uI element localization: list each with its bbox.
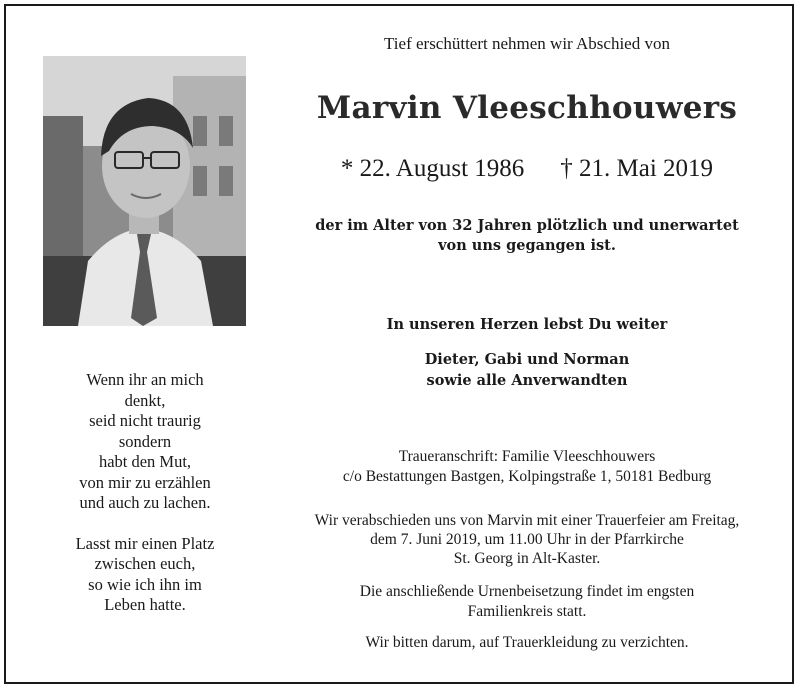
urn-line: Die anschließende Urnenbeisetzung findet im engsten (359, 583, 695, 600)
age-line: von uns gegangen ist. (438, 237, 616, 254)
poem-line: von mir zu erzählen (79, 472, 211, 492)
poem-line: Lasst mir einen Platz (75, 533, 215, 553)
birth-date: * 22. August 1986 (340, 155, 525, 182)
age-statement (262, 216, 792, 256)
poem-line: Wenn ihr an mich (86, 370, 204, 389)
poem-line: und auch zu lachen. (79, 493, 211, 512)
mourners (262, 349, 792, 391)
service-line: St. Georg in Alt-Kaster. (453, 550, 601, 567)
mourners-line: sowie alle Anverwandten (426, 372, 628, 389)
age-line: der im Alter von 32 Jahren plötzlich und unerwartet (315, 217, 739, 234)
life-dates (262, 155, 792, 183)
service-line: dem 7. Juni 2019, um 11.00 Uhr in der Pfarrkirche (370, 531, 684, 548)
funeral-service (262, 511, 792, 568)
deceased-name: Marvin Vleeschhouwers (316, 90, 738, 126)
poem-line: habt den Mut, (98, 452, 192, 471)
poem-line: Leben hatte. (104, 595, 186, 614)
mourning-address (262, 447, 792, 487)
poem-line: sondern (118, 431, 172, 451)
address-line: Traueranschrift: Familie Vleeschhouwers (398, 448, 656, 465)
portrait-image (43, 56, 246, 326)
intro-line: Tief erschüttert nehmen wir Abschied von (384, 34, 670, 53)
motto: In unseren Herzen lebst Du weiter (386, 316, 668, 333)
poem-stanza-gap (40, 514, 250, 534)
poem-line: so wie ich ihn im (88, 574, 202, 594)
mourners-line: Dieter, Gabi und Norman (424, 351, 630, 368)
service-line: Wir verabschieden uns von Marvin mit einer Trauerfeier am Freitag, (314, 512, 740, 529)
dress-code-note: Wir bitten darum, auf Trauerkleidung zu verzichten. (365, 634, 689, 651)
poem (40, 370, 250, 616)
poem-line: denkt, (124, 390, 166, 410)
portrait-photo (43, 56, 246, 326)
urn-line: Familienkreis statt. (467, 603, 587, 620)
poem-line: zwischen euch, (94, 554, 196, 573)
death-date: † 21. Mai 2019 (560, 155, 714, 182)
address-line: c/o Bestattungen Bastgen, Kolpingstraße 1, 50181 Bedburg (342, 468, 712, 485)
poem-line: seid nicht traurig (89, 411, 201, 430)
urn-burial-note (262, 582, 792, 622)
